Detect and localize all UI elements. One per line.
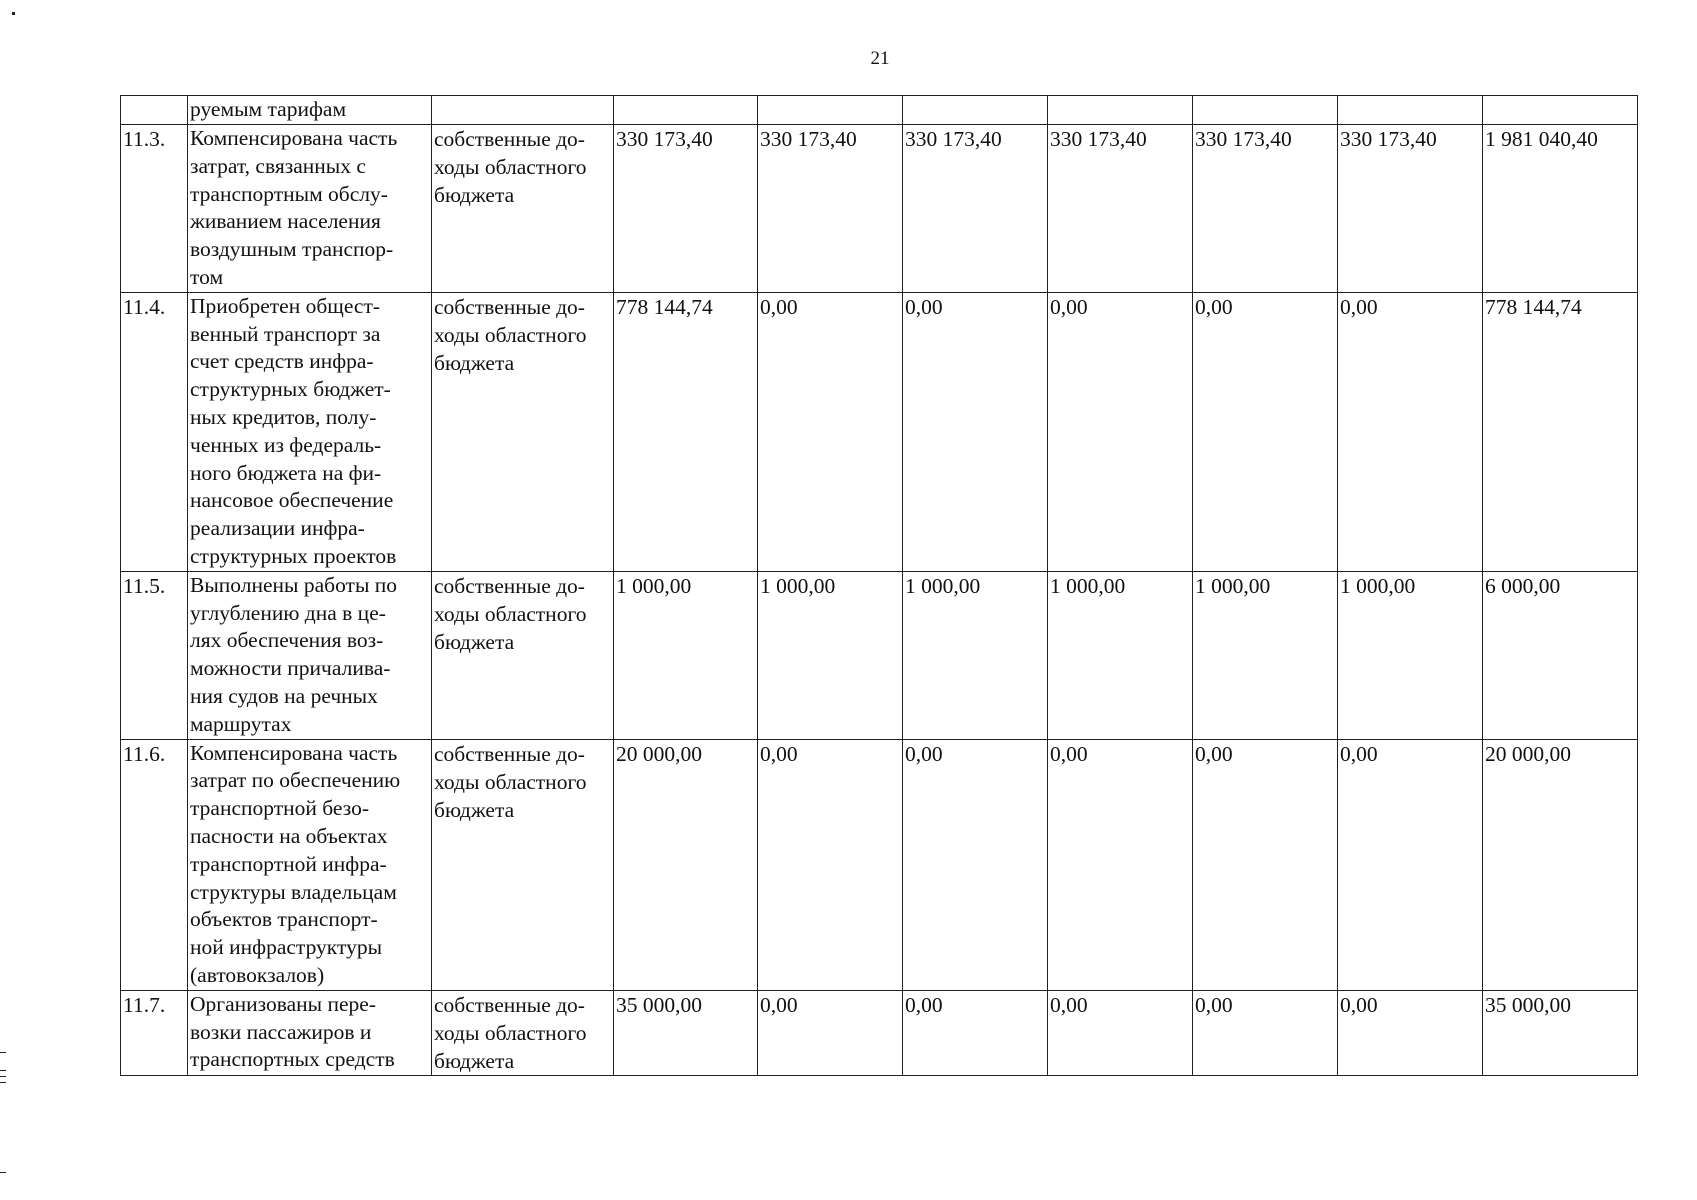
table-row — [121, 125, 1638, 293]
funding-source-cell — [432, 739, 614, 990]
funding-source-cell — [432, 292, 614, 571]
description-line: руемым тарифам — [190, 97, 347, 121]
description-line: Компенсирована часть — [190, 740, 398, 765]
description-cell — [188, 292, 432, 571]
year-value-cell — [1338, 96, 1483, 125]
year-value-cell: 330 173,40 — [1193, 125, 1338, 293]
year-value-cell: 0,00 — [1338, 292, 1483, 571]
row-number-cell: 11.4. — [121, 292, 188, 571]
year-value-cell: 35 000,00 — [614, 990, 758, 1075]
year-value-cell: 0,00 — [1193, 739, 1338, 990]
year-value-cell: 330 173,40 — [614, 125, 758, 293]
year-value-cell: 0,00 — [758, 292, 903, 571]
year-value-cell: 0,00 — [1193, 990, 1338, 1075]
year-value-cell: 1 000,00 — [1193, 571, 1338, 739]
funding-source-line: собственные до- — [434, 127, 585, 151]
page-number: 21 — [870, 48, 890, 69]
row-number-cell — [121, 96, 188, 125]
total-value-cell: 1 981 040,40 — [1483, 125, 1638, 293]
year-value-cell: 330 173,40 — [1048, 125, 1193, 293]
scan-mark-dot — [12, 12, 15, 15]
description-line: реализации инфра- — [190, 516, 365, 541]
funding-source-line: собственные до- — [434, 741, 585, 766]
year-value-cell: 0,00 — [1048, 292, 1193, 571]
description-cell — [188, 571, 432, 739]
scan-mark-tick — [0, 1082, 6, 1083]
description-line: нансовое обеспечение — [190, 488, 394, 513]
funding-source-cell — [432, 571, 614, 739]
year-value-cell: 0,00 — [903, 739, 1048, 990]
description-line: Выполнены работы по — [190, 572, 398, 597]
year-value-cell: 1 000,00 — [1048, 571, 1193, 739]
year-value-cell: 0,00 — [1193, 292, 1338, 571]
year-value-cell: 0,00 — [1048, 739, 1193, 990]
year-value-cell: 330 173,40 — [903, 125, 1048, 293]
description-line: затрат, связанных с — [190, 153, 366, 178]
description-line: том — [190, 264, 224, 289]
funding-source-line: бюджета — [434, 183, 515, 207]
description-line: ния судов на речных — [190, 683, 378, 708]
description-line: Приобретен общест- — [190, 293, 381, 318]
row-number-cell: 11.7. — [121, 990, 188, 1075]
funding-source-line: собственные до- — [434, 573, 585, 598]
funding-source-line: ходы областного — [434, 769, 587, 794]
description-line: маршрутах — [190, 711, 292, 736]
year-value-cell: 20 000,00 — [614, 739, 758, 990]
table-row-continuation — [121, 96, 1638, 125]
description-line: структурных бюджет- — [190, 377, 391, 402]
description-line: структурных проектов — [190, 543, 397, 568]
description-line: транспортной инфра- — [190, 851, 387, 876]
table-body — [121, 96, 1638, 1076]
description-line: ных кредитов, полу- — [190, 404, 377, 429]
funding-source-line: ходы областного — [434, 322, 587, 347]
description-line: можности причалива- — [190, 656, 391, 681]
description-line: Организованы пере- — [190, 991, 377, 1016]
funding-source-line: бюджета — [434, 350, 515, 375]
description-line: (автовокзалов) — [190, 962, 325, 987]
funding-source-cell — [432, 96, 614, 125]
year-value-cell: 1 000,00 — [903, 571, 1048, 739]
budget-table — [120, 95, 1638, 1076]
row-number-cell: 11.5. — [121, 571, 188, 739]
funding-source-cell — [432, 125, 614, 293]
funding-source-line: ходы областного — [434, 601, 587, 626]
description-line: лях обеспечения воз- — [190, 628, 384, 653]
description-line: пасности на объектах — [190, 823, 388, 848]
year-value-cell — [1193, 96, 1338, 125]
row-number-cell: 11.6. — [121, 739, 188, 990]
total-value-cell: 35 000,00 — [1483, 990, 1638, 1075]
table-row — [121, 292, 1638, 571]
year-value-cell: 330 173,40 — [758, 125, 903, 293]
scan-mark-tick — [0, 1076, 6, 1077]
description-line: ного бюджета на фи- — [190, 460, 382, 485]
description-line: транспортным обслу- — [190, 181, 388, 206]
year-value-cell: 0,00 — [903, 292, 1048, 571]
year-value-cell: 330 173,40 — [1338, 125, 1483, 293]
description-line: транспортной безо- — [190, 796, 369, 821]
funding-source-line: собственные до- — [434, 294, 585, 319]
year-value-cell: 1 000,00 — [1338, 571, 1483, 739]
funding-source-line: ходы областного — [434, 155, 587, 179]
table-row — [121, 739, 1638, 990]
year-value-cell: 0,00 — [1048, 990, 1193, 1075]
funding-source-line: бюджета — [434, 629, 515, 654]
description-cell — [188, 739, 432, 990]
total-value-cell: 20 000,00 — [1483, 739, 1638, 990]
year-value-cell: 1 000,00 — [614, 571, 758, 739]
year-value-cell — [903, 96, 1048, 125]
description-line: Компенсирована часть — [190, 126, 398, 150]
description-line: возки пассажиров и — [190, 1019, 372, 1044]
description-line: структуры владельцам — [190, 879, 397, 904]
description-line: ченных из федераль- — [190, 432, 382, 457]
scan-mark-tick — [0, 1052, 6, 1053]
table-row — [121, 990, 1638, 1075]
funding-source-line: собственные до- — [434, 992, 585, 1017]
funding-source-line: бюджета — [434, 1048, 515, 1073]
total-value-cell: 778 144,74 — [1483, 292, 1638, 571]
description-line: живанием населения — [190, 209, 381, 234]
year-value-cell — [1048, 96, 1193, 125]
description-cell — [188, 125, 432, 293]
description-line: транспортных средств — [190, 1047, 395, 1072]
description-line: воздушным транспор- — [190, 237, 394, 262]
year-value-cell: 1 000,00 — [758, 571, 903, 739]
description-line: объектов транспорт- — [190, 907, 378, 932]
description-cell — [188, 96, 432, 125]
year-value-cell — [614, 96, 758, 125]
description-line: счет средств инфра- — [190, 349, 374, 374]
table-row — [121, 571, 1638, 739]
scan-mark-tick — [0, 1172, 6, 1173]
description-line: ной инфраструктуры — [190, 935, 383, 960]
year-value-cell: 0,00 — [903, 990, 1048, 1075]
row-number-cell: 11.3. — [121, 125, 188, 293]
year-value-cell — [758, 96, 903, 125]
year-value-cell: 778 144,74 — [614, 292, 758, 571]
description-cell — [188, 990, 432, 1075]
funding-source-cell — [432, 990, 614, 1075]
year-value-cell: 0,00 — [758, 739, 903, 990]
funding-source-line: бюджета — [434, 797, 515, 822]
year-value-cell: 0,00 — [1338, 739, 1483, 990]
year-value-cell: 0,00 — [758, 990, 903, 1075]
description-line: затрат по обеспечению — [190, 768, 401, 793]
year-value-cell: 0,00 — [1338, 990, 1483, 1075]
description-line: углублению дна в це- — [190, 600, 386, 625]
scan-mark-tick — [0, 1070, 6, 1071]
description-line: венный транспорт за — [190, 321, 381, 346]
total-value-cell: 6 000,00 — [1483, 571, 1638, 739]
funding-source-line: ходы областного — [434, 1020, 587, 1045]
total-value-cell — [1483, 96, 1638, 125]
